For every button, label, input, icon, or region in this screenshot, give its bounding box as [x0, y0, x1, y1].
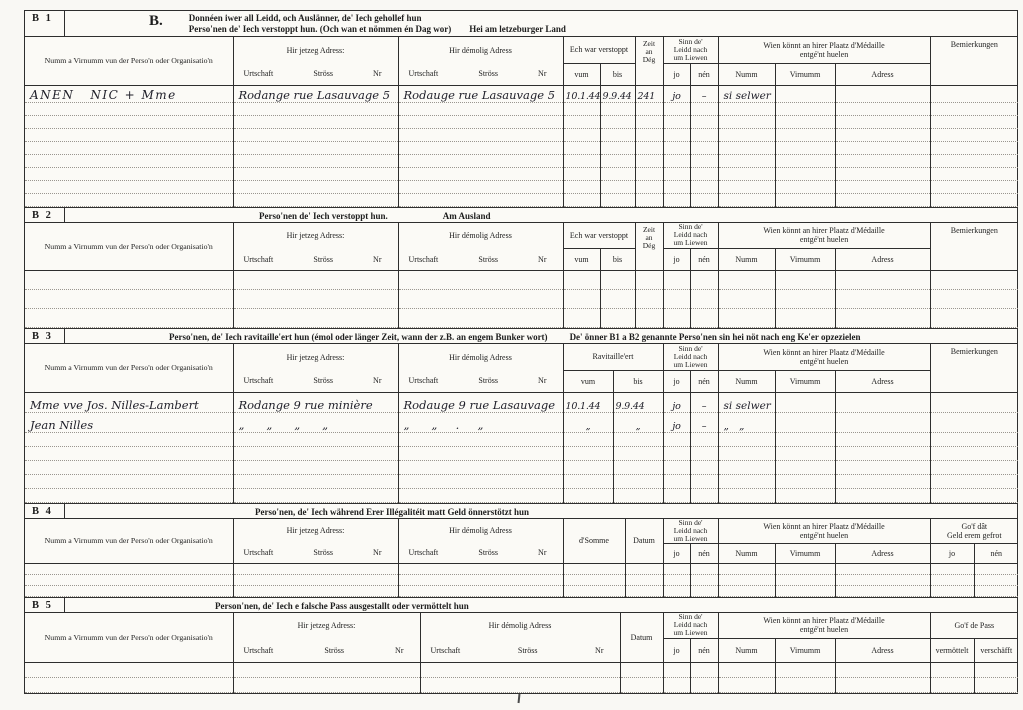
subheader-adress: Adress	[835, 543, 930, 563]
entry-jo: jo	[663, 392, 690, 412]
col-header-zeit: Zeit an Dég	[635, 223, 663, 271]
empty-row	[25, 563, 1018, 574]
col-header-addr-now: Hir jetzeg Adress:	[233, 37, 398, 63]
subheader-nen: nén	[690, 639, 718, 663]
subheader-geld-jo: jo	[930, 543, 974, 563]
subheader-vum: vum	[563, 370, 613, 392]
col-header-medal: Wien könnt an hirer Plaatz d'Médaille entgé'nt huelen	[718, 613, 930, 639]
empty-row	[25, 180, 1018, 193]
section-b1-title-line1: Donnéen iwer all Leidd, och Auslänner, de' Iech gehollef hun	[188, 13, 422, 23]
col-header-addr-old: Hir démolig Adress	[398, 223, 563, 249]
empty-row	[25, 585, 1018, 596]
section-tag-b3: B 3	[25, 329, 65, 343]
col-header-addr-old: Hir démolig Adress	[398, 37, 563, 63]
col-header-addr-now: Hir jetzeg Adress:	[233, 613, 420, 639]
subheader-adress: Adress	[835, 63, 930, 85]
subheader-numm: Numm	[718, 370, 775, 392]
subheader-bis: bis	[600, 249, 635, 271]
section-b5	[25, 597, 1017, 694]
col-header-medal: Wien könnt an hirer Plaatz d'Médaille entgé'nt huelen	[718, 223, 930, 249]
subheader-addr-now: Urtschaft Ströss Nr	[233, 639, 420, 663]
empty-row	[25, 663, 1018, 678]
entry-name: ANEN NIC + Mme	[25, 85, 233, 102]
section-b1-titles	[189, 11, 566, 36]
subheader-virnumm: Virnumm	[775, 543, 835, 563]
col-header-verstoppt: Ech war verstoppt	[563, 37, 635, 63]
col-header-alive: Sinn de' Leidd nach um Liewen	[663, 223, 718, 249]
subheader-addr-now: Urtschaft Ströss Nr	[233, 543, 398, 563]
col-header-name: Numm a Virnumm vun der Perso'n oder Organisatio'n	[25, 344, 233, 392]
table-b4	[25, 519, 1018, 597]
empty-row	[25, 167, 1018, 180]
col-header-alive: Sinn de' Leidd nach um Liewen	[663, 37, 718, 63]
col-header-medal: Wien könnt an hirer Plaatz d'Médaille entgé'nt huelen	[718, 37, 930, 63]
subheader-bis: bis	[613, 370, 663, 392]
col-header-addr-now: Hir jetzeg Adress:	[233, 223, 398, 249]
entry-bis: 9.9.44	[613, 392, 663, 412]
subheader-numm: Numm	[718, 543, 775, 563]
subheader-vum: vum	[563, 63, 600, 85]
empty-row	[25, 141, 1018, 154]
empty-row	[25, 460, 1018, 474]
entry-nen: –	[690, 85, 718, 102]
subheader-jo: jo	[663, 249, 690, 271]
section-b2	[25, 207, 1017, 329]
subheader-nen: nén	[690, 249, 718, 271]
section-b2-title: Perso'nen de' Iech verstoppt hun.	[259, 210, 388, 221]
col-header-medal: Wien könnt an hirer Plaatz d'Médaille entgé'nt huelen	[718, 344, 930, 370]
entry-medal-numm: si selwer	[718, 392, 775, 412]
col-header-geld: Go'f dât Geld erem gefrot	[930, 519, 1018, 544]
table-b3	[25, 344, 1018, 503]
subheader-jo: jo	[663, 63, 690, 85]
entry-bis: 9.9.44	[600, 85, 635, 102]
subheader-addr-old: Urtschaft Ströss Nr	[398, 63, 563, 85]
col-header-name: Numm a Virnumm vun der Perso'n oder Organisatio'n	[25, 613, 233, 663]
subheader-addr-old: Urtschaft Ströss Nr	[398, 370, 563, 392]
subheader-geld-nen: nén	[974, 543, 1018, 563]
col-header-zeit: Zeit an Dég	[635, 37, 663, 85]
entry-addr-old: „ „ . „	[398, 412, 563, 432]
section-tag-b2: B 2	[25, 208, 65, 222]
empty-row	[25, 290, 1018, 309]
table-b2	[25, 223, 1018, 329]
section-b1-titlebar	[25, 11, 1017, 37]
section-b3-note: De' önner B1 a B2 genannte Perso'nen sin hei nöt nach eng Ke'er opzezielen	[569, 332, 861, 342]
subheader-pass-vermottelt: vermöttelt	[930, 639, 974, 663]
empty-row	[25, 271, 1018, 290]
entry-medal-numm: „ „	[718, 412, 775, 432]
col-header-name: Numm a Virnumm vun der Perso'n oder Organisatio'n	[25, 223, 233, 271]
subheader-nen: nén	[690, 370, 718, 392]
entry-name: Jean Nilles	[25, 412, 233, 432]
subheader-adress: Adress	[835, 370, 930, 392]
subheader-addr-old: Urtschaft Ströss Nr	[398, 543, 563, 563]
entry-addr-now: Rodange rue Lasauvage 5	[233, 85, 398, 102]
col-header-addr-old: Hir démolig Adress	[398, 519, 563, 544]
section-letter-b: B.	[149, 13, 163, 29]
entry-name: Mme vve Jos. Nilles-Lambert	[25, 392, 233, 412]
section-b1-title-place: Hei am letzeburger Land	[469, 23, 566, 34]
subheader-numm: Numm	[718, 249, 775, 271]
empty-row	[25, 432, 1018, 446]
section-tag-b5: B 5	[25, 598, 65, 612]
pencil-mark	[518, 694, 521, 703]
section-b3	[25, 328, 1017, 503]
entry-row-jean-nilles	[25, 412, 1018, 432]
section-tag-b1: B 1	[25, 11, 65, 36]
entry-bis: „	[613, 412, 663, 432]
col-header-datum: Datum	[620, 613, 663, 663]
entry-addr-now: Rodange 9 rue minière	[233, 392, 398, 412]
subheader-virnumm: Virnumm	[775, 63, 835, 85]
empty-row	[25, 488, 1018, 502]
col-header-pass: Go'f de Pass	[930, 613, 1018, 639]
subheader-numm: Numm	[718, 639, 775, 663]
subheader-pass-verschafft: verschäfft	[974, 639, 1018, 663]
col-header-addr-now: Hir jetzeg Adress:	[233, 344, 398, 370]
entry-vum: „	[563, 412, 613, 432]
col-header-addr-old: Hir démolig Adress	[398, 344, 563, 370]
empty-row	[25, 309, 1018, 328]
subheader-vum: vum	[563, 249, 600, 271]
subheader-jo: jo	[663, 639, 690, 663]
subheader-addr-old: Urtschaft Ströss Nr	[398, 249, 563, 271]
col-header-alive: Sinn de' Leidd nach um Liewen	[663, 519, 718, 544]
col-header-remarks: Bemierkungen	[930, 344, 1018, 392]
section-b5-titlebar	[25, 598, 1017, 613]
entry-jo: jo	[663, 85, 690, 102]
subheader-adress: Adress	[835, 249, 930, 271]
subheader-virnumm: Virnumm	[775, 370, 835, 392]
col-header-addr-now: Hir jetzeg Adress:	[233, 519, 398, 544]
subheader-nen: nén	[690, 543, 718, 563]
entry-addr-old: Rodauge rue Lasauvage 5	[398, 85, 563, 102]
section-b4-title: Perso'nen, de' Iech während Erer Illégalitéit matt Geld önnerstötzt hun	[255, 506, 529, 517]
empty-row	[25, 154, 1018, 167]
col-header-medal: Wien könnt an hirer Plaatz d'Médaille entgé'nt huelen	[718, 519, 930, 544]
section-tag-b4: B 4	[25, 504, 65, 518]
section-b1-title-line2-text: Perso'nen de' Iech verstoppt hun. (Och wan et nömmen én Dag wor)	[188, 23, 452, 34]
col-header-verstoppt: Ech war verstoppt	[563, 223, 635, 249]
section-b5-title: Person'nen, de' Iech e falsche Pass ausgestallt oder vermöttelt hun	[215, 600, 469, 611]
subheader-adress: Adress	[835, 639, 930, 663]
entry-row-nilles-lambert	[25, 392, 1018, 412]
col-header-remarks: Bemierkungen	[930, 223, 1018, 271]
entry-nen: –	[690, 392, 718, 412]
table-b5	[25, 613, 1018, 694]
section-b4-titlebar	[25, 504, 1017, 519]
subheader-virnumm: Virnumm	[775, 639, 835, 663]
section-b1	[25, 11, 1017, 207]
form-page-b	[24, 10, 1018, 694]
col-header-ravitailleert: Ravitaille'ert	[563, 344, 663, 370]
table-b1	[25, 37, 1018, 207]
col-header-alive: Sinn de' Leidd nach um Liewen	[663, 613, 718, 639]
subheader-addr-now: Urtschaft Ströss Nr	[233, 249, 398, 271]
subheader-numm: Numm	[718, 63, 775, 85]
col-header-alive: Sinn de' Leidd nach um Liewen	[663, 344, 718, 370]
subheader-jo: jo	[663, 370, 690, 392]
col-header-remarks: Bemierkungen	[930, 37, 1018, 85]
entry-addr-now: „ „ „ „	[233, 412, 398, 432]
entry-vum: 10.1.44	[563, 392, 613, 412]
empty-row	[25, 193, 1018, 206]
entry-zeit: 241	[635, 85, 663, 102]
col-header-name: Numm a Virnumm vun der Perso'n oder Organisatio'n	[25, 519, 233, 564]
empty-row	[25, 115, 1018, 128]
col-header-addr-old: Hir démolig Adress	[420, 613, 620, 639]
empty-row	[25, 446, 1018, 460]
section-b3-title: Perso'nen, de' Iech ravitaille'ert hun (émol oder länger Zeit, wann der z.B. an engem Bunker wort)	[169, 332, 548, 342]
entry-row-anen	[25, 85, 1018, 102]
entry-medal-numm: si selwer	[718, 85, 775, 102]
empty-row	[25, 128, 1018, 141]
subheader-nen: nén	[690, 63, 718, 85]
subheader-addr-now: Urtschaft Ströss Nr	[233, 370, 398, 392]
col-header-name: Numm a Virnumm vun der Perso'n oder Organisatio'n	[25, 37, 233, 85]
col-header-somme: d'Somme	[563, 519, 625, 564]
entry-addr-old: Rodauge 9 rue Lasauvage	[398, 392, 563, 412]
section-b4	[25, 503, 1017, 597]
empty-row	[25, 474, 1018, 488]
col-header-datum: Datum	[625, 519, 663, 564]
subheader-addr-old: Urtschaft Ströss Nr	[420, 639, 620, 663]
entry-nen: –	[690, 412, 718, 432]
section-b2-place: Am Ausland	[442, 210, 491, 221]
subheader-jo: jo	[663, 543, 690, 563]
empty-row	[25, 678, 1018, 693]
section-b1-title-line2	[189, 24, 566, 35]
entry-jo: jo	[663, 412, 690, 432]
section-b2-titlebar	[25, 208, 1017, 223]
section-b3-titlebar	[25, 329, 1017, 344]
subheader-virnumm: Virnumm	[775, 249, 835, 271]
entry-vum: 10.1.44	[563, 85, 600, 102]
subheader-bis: bis	[600, 63, 635, 85]
empty-row	[25, 102, 1018, 115]
empty-row	[25, 574, 1018, 585]
subheader-addr-now: Urtschaft Ströss Nr	[233, 63, 398, 85]
